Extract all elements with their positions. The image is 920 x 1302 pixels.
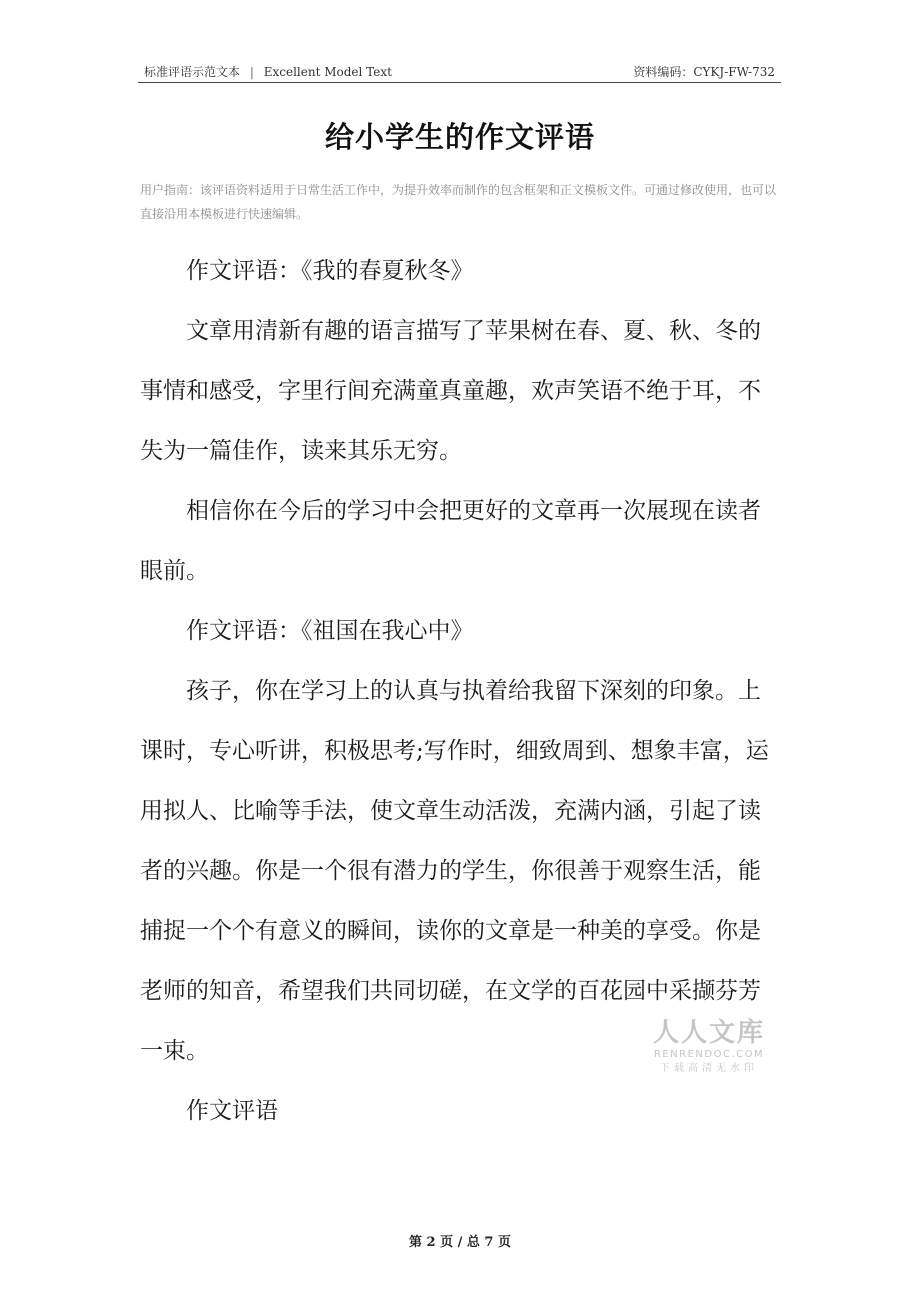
header-separator: | (249, 65, 254, 79)
watermark-domain: RENRENDOC.COM (653, 1049, 765, 1060)
header-standard-label: 标准评语示范文本 (144, 65, 241, 79)
comment-heading: 作文评语 (186, 1098, 278, 1124)
comment-heading-motherland: 作文评语：《祖国在我心中》 (186, 618, 474, 644)
comment-paragraph: 孩子，你在学习上的认真与执着给我留下深刻的印象。上课时，专心听讲，积极思考;写作时，细致周到、想象丰富，运用拟人、比喻等手法，使文章生动活泼，充满内涵，引起了读者的兴趣。你是一个很有潜力的学生，你很善于观察生活，能捕捉一个个有意义的瞬间，读你的文章是一种美的享受。你是老师的知音，希望我们共同切磋，在文学的百花园中采撷芬芳一束。 (140, 678, 769, 1064)
header-english-label: Excellent Model Text (263, 65, 392, 79)
comment-heading-spring: 作文评语：《我的春夏秋冬》 (186, 258, 474, 284)
comment-paragraph: 相信你在今后的学习中会把更好的文章再一次展现在读者眼前。 (140, 498, 761, 584)
watermark-tagline: 下载高清无水印 (660, 1063, 758, 1074)
document-code: 资料编码：CYKJ-FW-732 (633, 65, 775, 79)
page-header (138, 62, 781, 83)
document-title: 给小学生的作文评语 (324, 120, 595, 154)
watermark-brand: 人人文库 (652, 1018, 765, 1048)
watermark-logo (646, 1018, 772, 1076)
header-left (144, 63, 392, 80)
document-body (140, 241, 782, 1141)
page-indicator: 第 2 页 / 总 7 页 (409, 1235, 511, 1250)
user-guide-note: 用户指南：该评语资料适用于日常生活工作中，为提升效率而制作的包含框架和正文模板文件。可通过修改使用，也可以直接沿用本模板进行快速编辑。 (140, 183, 777, 221)
comment-paragraph: 文章用清新有趣的语言描写了苹果树在春、夏、秋、冬的事情和感受，字里行间充满童真童趣，欢声笑语不绝于耳，不失为一篇佳作，读来其乐无穷。 (140, 318, 761, 464)
